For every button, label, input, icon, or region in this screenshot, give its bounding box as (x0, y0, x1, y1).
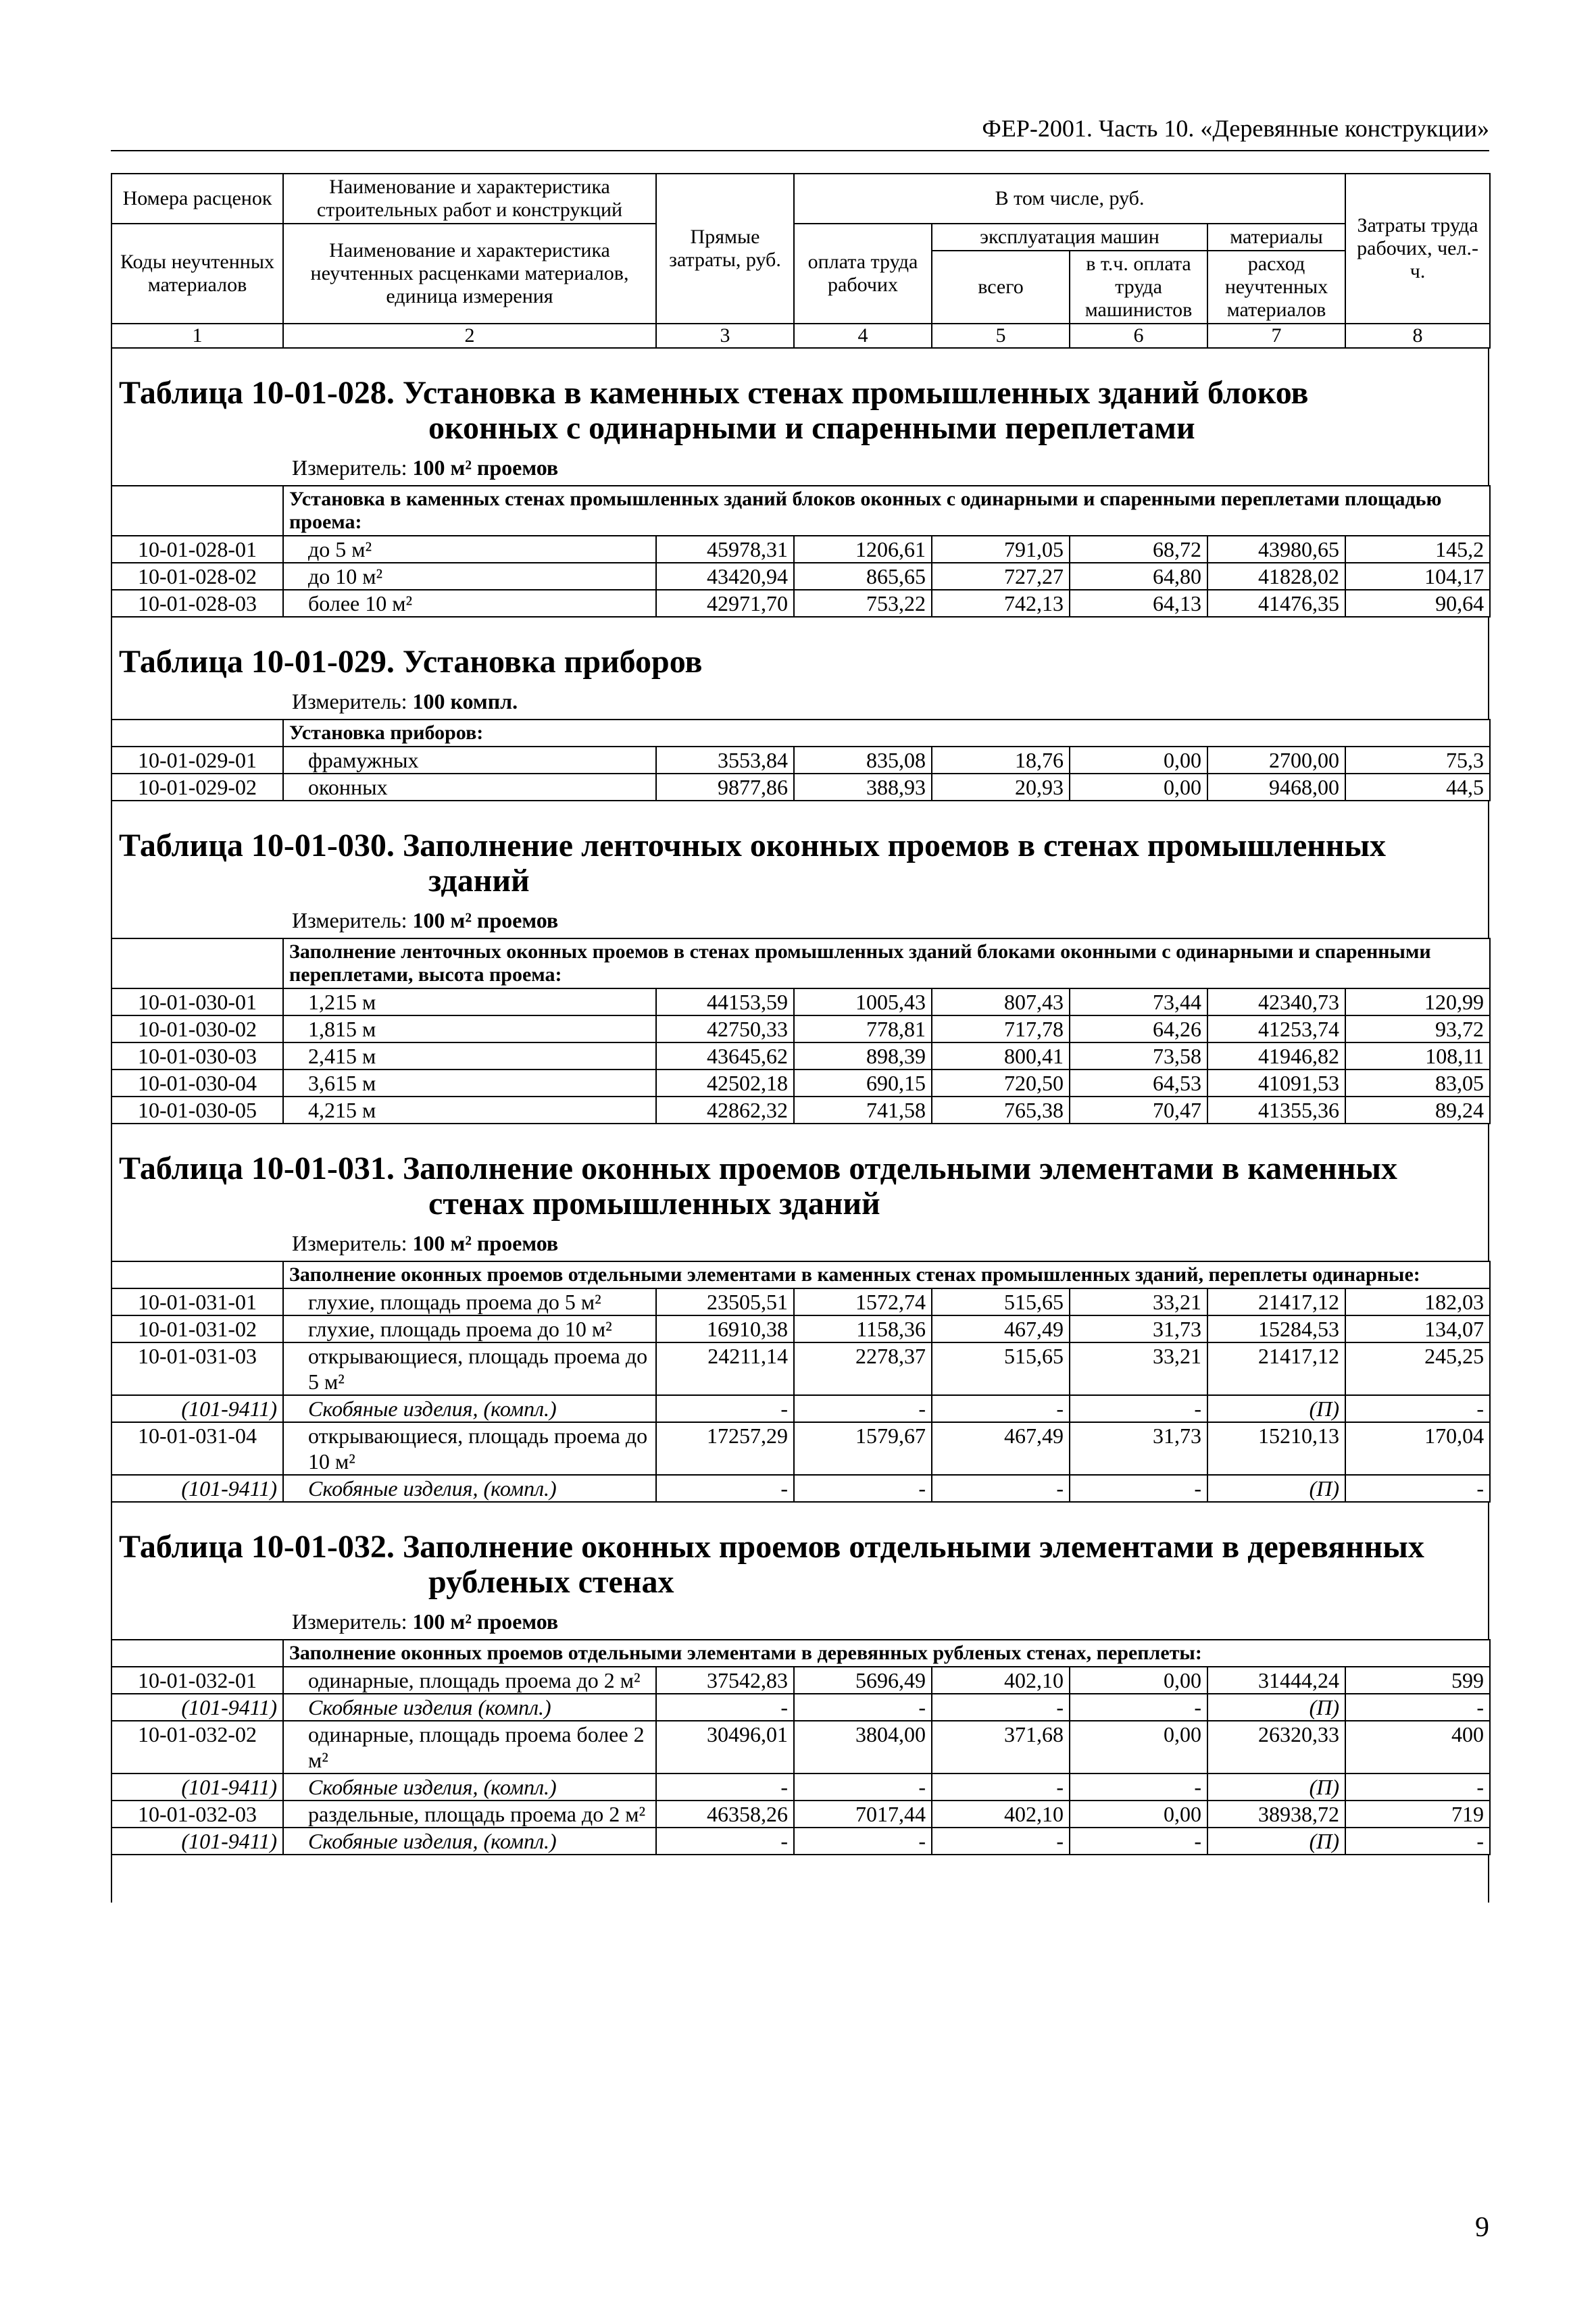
table-row (111, 1097, 1490, 1124)
machines-total: 402,10 (932, 1667, 1070, 1694)
operators-pay: 64,26 (1070, 1015, 1207, 1042)
materials-cost: 15210,13 (1207, 1422, 1345, 1475)
material-row (111, 1395, 1490, 1422)
workers-pay: - (794, 1395, 932, 1422)
work-name: до 5 м² (283, 536, 656, 563)
direct-costs: 3553,84 (656, 747, 794, 774)
section-title-line1: Таблица 10-01-031. Заполнение оконных проемов отдельными элементами в каменных (119, 1151, 1397, 1186)
work-name: до 10 м² (283, 563, 656, 590)
header-col3: Прямые затраты, руб. (656, 174, 794, 324)
header-col2-bottom: Наименование и характеристика неучтенных расценками материалов, единица измерения (283, 224, 656, 324)
materials-cost: (П) (1207, 1395, 1345, 1422)
meter-value: 100 м² проемов (412, 1231, 559, 1255)
machines-total: 402,10 (932, 1801, 1070, 1828)
table-section (111, 1503, 1489, 1639)
table-row (111, 1288, 1490, 1315)
section-subheader: Установка приборов: (283, 720, 1490, 747)
materials-cost: 41355,36 (1207, 1097, 1345, 1124)
table-row (111, 1422, 1490, 1475)
section-meter (112, 446, 1488, 485)
labor-hours: 134,07 (1345, 1315, 1490, 1342)
operators-pay: 33,21 (1070, 1288, 1207, 1315)
materials-cost: (П) (1207, 1774, 1345, 1801)
meter-label: Измеритель: (292, 1231, 407, 1255)
material-row (111, 1694, 1490, 1721)
operators-pay: 0,00 (1070, 747, 1207, 774)
work-name: Скобяные изделия, (компл.) (283, 1395, 656, 1422)
subheader-blank (111, 938, 283, 988)
machines-total: - (932, 1395, 1070, 1422)
workers-pay: 7017,44 (794, 1801, 932, 1828)
section-title-line2: зданий (428, 863, 530, 899)
table-row (111, 1342, 1490, 1395)
header-including: В том числе, руб. (794, 174, 1345, 224)
work-name: 1,215 м (283, 988, 656, 1015)
labor-hours: 120,99 (1345, 988, 1490, 1015)
header-materials: материалы (1207, 224, 1345, 251)
column-number: 3 (656, 324, 794, 348)
labor-hours: - (1345, 1828, 1490, 1855)
materials-cost: 41476,35 (1207, 590, 1345, 617)
rate-code: (101-9411) (111, 1828, 283, 1855)
column-number: 6 (1070, 324, 1207, 348)
work-name: Скобяные изделия, (компл.) (283, 1475, 656, 1502)
materials-cost: 21417,12 (1207, 1342, 1345, 1395)
section-subheader-row (111, 720, 1490, 747)
section-subheader-row (111, 1640, 1490, 1667)
header-machines: эксплуатация машин (932, 224, 1207, 251)
labor-hours: 400 (1345, 1721, 1490, 1774)
column-number: 8 (1345, 324, 1490, 348)
section-title-line2: стенах промышленных зданий (428, 1186, 880, 1222)
rate-code: 10-01-030-01 (111, 988, 283, 1015)
direct-costs: 42862,32 (656, 1097, 794, 1124)
section-meter (112, 680, 1488, 719)
meter-value: 100 м² проемов (412, 1609, 559, 1634)
machines-total: 515,65 (932, 1342, 1070, 1395)
operators-pay: 68,72 (1070, 536, 1207, 563)
rate-code: 10-01-032-02 (111, 1721, 283, 1774)
labor-hours: 75,3 (1345, 747, 1490, 774)
labor-hours: 145,2 (1345, 536, 1490, 563)
work-name: 4,215 м (283, 1097, 656, 1124)
direct-costs: 37542,83 (656, 1667, 794, 1694)
machines-total: 515,65 (932, 1288, 1070, 1315)
table-section (111, 801, 1489, 938)
rate-code: 10-01-030-05 (111, 1097, 283, 1124)
section-subheader-row (111, 1261, 1490, 1288)
direct-costs: 43420,94 (656, 563, 794, 590)
work-name: одинарные, площадь проема более 2 м² (283, 1721, 656, 1774)
workers-pay: 1572,74 (794, 1288, 932, 1315)
subheader-blank (111, 1261, 283, 1288)
rate-code: 10-01-028-02 (111, 563, 283, 590)
workers-pay: 1005,43 (794, 988, 932, 1015)
machines-total: 371,68 (932, 1721, 1070, 1774)
materials-cost: 41946,82 (1207, 1042, 1345, 1070)
operators-pay: - (1070, 1475, 1207, 1502)
work-name: 2,415 м (283, 1042, 656, 1070)
operators-pay: 0,00 (1070, 774, 1207, 801)
rate-code: 10-01-028-01 (111, 536, 283, 563)
operators-pay: 73,44 (1070, 988, 1207, 1015)
section-meter (112, 899, 1488, 938)
meter-label: Измеритель: (292, 908, 407, 932)
table-row (111, 536, 1490, 563)
column-number: 5 (932, 324, 1070, 348)
materials-cost: 21417,12 (1207, 1288, 1345, 1315)
labor-hours: 182,03 (1345, 1288, 1490, 1315)
operators-pay: 0,00 (1070, 1667, 1207, 1694)
work-name: более 10 м² (283, 590, 656, 617)
rate-code: 10-01-029-01 (111, 747, 283, 774)
machines-total: 467,49 (932, 1422, 1070, 1475)
machines-total: 18,76 (932, 747, 1070, 774)
operators-pay: 0,00 (1070, 1721, 1207, 1774)
machines-total: 20,93 (932, 774, 1070, 801)
material-row (111, 1828, 1490, 1855)
operators-pay: 33,21 (1070, 1342, 1207, 1395)
work-name: 1,815 м (283, 1015, 656, 1042)
section-meter (112, 1600, 1488, 1639)
workers-pay: 865,65 (794, 563, 932, 590)
work-name: Скобяные изделия (компл.) (283, 1694, 656, 1721)
work-name: одинарные, площадь проема до 2 м² (283, 1667, 656, 1694)
document-body (111, 173, 1489, 1903)
rate-code: 10-01-031-02 (111, 1315, 283, 1342)
labor-hours: - (1345, 1475, 1490, 1502)
rate-code: 10-01-031-03 (111, 1342, 283, 1395)
labor-hours: - (1345, 1694, 1490, 1721)
section-title-line1: Таблица 10-01-029. Установка приборов (119, 644, 703, 680)
machines-total: 765,38 (932, 1097, 1070, 1124)
labor-hours: 108,11 (1345, 1042, 1490, 1070)
material-row (111, 1475, 1490, 1502)
work-name: открывающиеся, площадь проема до 10 м² (283, 1422, 656, 1475)
section-table (111, 485, 1491, 618)
section-table (111, 719, 1491, 801)
workers-pay: - (794, 1694, 932, 1721)
table-row (111, 563, 1490, 590)
rate-code: 10-01-030-02 (111, 1015, 283, 1042)
materials-cost: 42340,73 (1207, 988, 1345, 1015)
column-number: 1 (111, 324, 283, 348)
section-title-line1: Таблица 10-01-032. Заполнение оконных проемов отдельными элементами в деревянных (119, 1529, 1424, 1565)
section-table (111, 1261, 1491, 1503)
rate-code: (101-9411) (111, 1475, 283, 1502)
direct-costs: 42971,70 (656, 590, 794, 617)
materials-cost: (П) (1207, 1694, 1345, 1721)
subheader-blank (111, 720, 283, 747)
workers-pay: 5696,49 (794, 1667, 932, 1694)
workers-pay: - (794, 1774, 932, 1801)
work-name: Скобяные изделия, (компл.) (283, 1774, 656, 1801)
machines-total: 791,05 (932, 536, 1070, 563)
subheader-blank (111, 486, 283, 536)
labor-hours: 599 (1345, 1667, 1490, 1694)
operators-pay: 31,73 (1070, 1422, 1207, 1475)
section-subheader: Заполнение оконных проемов отдельными элементами в деревянных рубленых стенах, переплеты: (283, 1640, 1490, 1667)
meter-value: 100 компл. (412, 689, 518, 713)
subheader-blank (111, 1640, 283, 1667)
workers-pay: 388,93 (794, 774, 932, 801)
header-col7: расход неучтенных материалов (1207, 251, 1345, 324)
labor-hours: 89,24 (1345, 1097, 1490, 1124)
workers-pay: - (794, 1828, 932, 1855)
machines-total: 727,27 (932, 563, 1070, 590)
section-title-line1: Таблица 10-01-028. Установка в каменных стенах промышленных зданий блоков (119, 375, 1309, 411)
operators-pay: 64,13 (1070, 590, 1207, 617)
direct-costs: - (656, 1774, 794, 1801)
machines-total: 742,13 (932, 590, 1070, 617)
sections-container (111, 349, 1489, 1903)
direct-costs: 24211,14 (656, 1342, 794, 1395)
rate-code: (101-9411) (111, 1774, 283, 1801)
labor-hours: 93,72 (1345, 1015, 1490, 1042)
operators-pay: - (1070, 1774, 1207, 1801)
labor-hours: 90,64 (1345, 590, 1490, 617)
machines-total: 720,50 (932, 1070, 1070, 1097)
rate-code: 10-01-032-01 (111, 1667, 283, 1694)
workers-pay: 3804,00 (794, 1721, 932, 1774)
rate-code: 10-01-028-03 (111, 590, 283, 617)
column-number: 4 (794, 324, 932, 348)
workers-pay: 753,22 (794, 590, 932, 617)
column-number: 7 (1207, 324, 1345, 348)
workers-pay: 1579,67 (794, 1422, 932, 1475)
machines-total: - (932, 1694, 1070, 1721)
workers-pay: 778,81 (794, 1015, 932, 1042)
work-name: Скобяные изделия, (компл.) (283, 1828, 656, 1855)
direct-costs: 44153,59 (656, 988, 794, 1015)
rate-code: (101-9411) (111, 1694, 283, 1721)
work-name: оконных (283, 774, 656, 801)
labor-hours: 170,04 (1345, 1422, 1490, 1475)
section-subheader: Установка в каменных стенах промышленных зданий блоков оконных с одинарными и спаренными переплетами площадью проема: (283, 486, 1490, 536)
operators-pay: 31,73 (1070, 1315, 1207, 1342)
table-row (111, 1042, 1490, 1070)
operators-pay: - (1070, 1828, 1207, 1855)
direct-costs: 16910,38 (656, 1315, 794, 1342)
meter-label: Измеритель: (292, 1609, 407, 1634)
materials-cost: 43980,65 (1207, 536, 1345, 563)
section-meter (112, 1222, 1488, 1261)
rate-code: 10-01-030-03 (111, 1042, 283, 1070)
section-title (112, 349, 1488, 446)
operators-pay: 64,53 (1070, 1070, 1207, 1097)
section-subheader-row (111, 938, 1490, 988)
table-row (111, 1667, 1490, 1694)
workers-pay: 898,39 (794, 1042, 932, 1070)
section-subheader: Заполнение ленточных оконных проемов в стенах промышленных зданий блоками оконными с одинарными и спаренными переплетами, высота проема: (283, 938, 1490, 988)
rate-code: (101-9411) (111, 1395, 283, 1422)
operators-pay: 64,80 (1070, 563, 1207, 590)
bottom-spacer (111, 1855, 1489, 1903)
section-title (112, 1503, 1488, 1600)
section-table (111, 1639, 1491, 1855)
header-col8: Затраты труда рабочих, чел.-ч. (1345, 174, 1490, 324)
labor-hours: - (1345, 1774, 1490, 1801)
column-number: 2 (283, 324, 656, 348)
table-row (111, 747, 1490, 774)
direct-costs: - (656, 1694, 794, 1721)
direct-costs: 23505,51 (656, 1288, 794, 1315)
work-name: раздельные, площадь проема до 2 м² (283, 1801, 656, 1828)
direct-costs: 43645,62 (656, 1042, 794, 1070)
operators-pay: - (1070, 1694, 1207, 1721)
labor-hours: 245,25 (1345, 1342, 1490, 1395)
header-col2-top: Наименование и характеристика строительных работ и конструкций (283, 174, 656, 224)
section-title (112, 801, 1488, 899)
machines-total: 807,43 (932, 988, 1070, 1015)
table-row (111, 590, 1490, 617)
table-row (111, 1315, 1490, 1342)
direct-costs: 42502,18 (656, 1070, 794, 1097)
direct-costs: - (656, 1828, 794, 1855)
header-col1-bottom: Коды неучтенных материалов (111, 224, 283, 324)
column-number-row (111, 324, 1490, 348)
section-title-line2: оконных с одинарными и спаренными переплетами (428, 410, 1195, 446)
rate-code: 10-01-030-04 (111, 1070, 283, 1097)
work-name: 3,615 м (283, 1070, 656, 1097)
direct-costs: 46358,26 (656, 1801, 794, 1828)
table-section (111, 618, 1489, 719)
section-title-line1: Таблица 10-01-030. Заполнение ленточных оконных проемов в стенах промышленных (119, 828, 1387, 863)
meter-value: 100 м² проемов (412, 455, 559, 480)
table-row (111, 988, 1490, 1015)
materials-cost: 9468,00 (1207, 774, 1345, 801)
meter-label: Измеритель: (292, 455, 407, 480)
labor-hours: 44,5 (1345, 774, 1490, 801)
rate-code: 10-01-031-01 (111, 1288, 283, 1315)
direct-costs: 9877,86 (656, 774, 794, 801)
machines-total: - (932, 1774, 1070, 1801)
work-name: глухие, площадь проема до 5 м² (283, 1288, 656, 1315)
section-table (111, 938, 1491, 1124)
materials-cost: 15284,53 (1207, 1315, 1345, 1342)
labor-hours: 83,05 (1345, 1070, 1490, 1097)
work-name: глухие, площадь проема до 10 м² (283, 1315, 656, 1342)
workers-pay: 741,58 (794, 1097, 932, 1124)
workers-pay: 1158,36 (794, 1315, 932, 1342)
header-rule (111, 150, 1489, 151)
materials-cost: 2700,00 (1207, 747, 1345, 774)
page-number: 9 (1475, 2212, 1489, 2243)
table-row (111, 1721, 1490, 1774)
materials-cost: 41091,53 (1207, 1070, 1345, 1097)
machines-total: 717,78 (932, 1015, 1070, 1042)
machines-total: 800,41 (932, 1042, 1070, 1070)
section-subheader: Заполнение оконных проемов отдельными элементами в каменных стенах промышленных зданий, переплеты одинарные: (283, 1261, 1490, 1288)
operators-pay: 0,00 (1070, 1801, 1207, 1828)
direct-costs: - (656, 1395, 794, 1422)
table-section (111, 349, 1489, 485)
direct-costs: 42750,33 (656, 1015, 794, 1042)
workers-pay: 835,08 (794, 747, 932, 774)
machines-total: - (932, 1475, 1070, 1502)
page-header: ФЕР-2001. Часть 10. «Деревянные конструкции» (982, 115, 1489, 142)
meter-label: Измеритель: (292, 689, 407, 713)
materials-cost: (П) (1207, 1828, 1345, 1855)
operators-pay: 73,58 (1070, 1042, 1207, 1070)
materials-cost: (П) (1207, 1475, 1345, 1502)
labor-hours: 719 (1345, 1801, 1490, 1828)
table-row (111, 774, 1490, 801)
header-col1-top: Номера расценок (111, 174, 283, 224)
meter-value: 100 м² проемов (412, 908, 559, 932)
table-row (111, 1801, 1490, 1828)
rate-code: 10-01-029-02 (111, 774, 283, 801)
rate-code: 10-01-031-04 (111, 1422, 283, 1475)
direct-costs: 30496,01 (656, 1721, 794, 1774)
labor-hours: 104,17 (1345, 563, 1490, 590)
section-subheader-row (111, 486, 1490, 536)
direct-costs: 45978,31 (656, 536, 794, 563)
work-name: открывающиеся, площадь проема до 5 м² (283, 1342, 656, 1395)
section-title (112, 1124, 1488, 1222)
labor-hours: - (1345, 1395, 1490, 1422)
machines-total: - (932, 1828, 1070, 1855)
workers-pay: 1206,61 (794, 536, 932, 563)
materials-cost: 31444,24 (1207, 1667, 1345, 1694)
header-col6: в т.ч. оплата труда машинистов (1070, 251, 1207, 324)
work-name: фрамужных (283, 747, 656, 774)
workers-pay: - (794, 1475, 932, 1502)
material-row (111, 1774, 1490, 1801)
materials-cost: 41828,02 (1207, 563, 1345, 590)
operators-pay: 70,47 (1070, 1097, 1207, 1124)
materials-cost: 26320,33 (1207, 1721, 1345, 1774)
header-col5: всего (932, 251, 1070, 324)
table-row (111, 1015, 1490, 1042)
workers-pay: 690,15 (794, 1070, 932, 1097)
header-col4: оплата труда рабочих (794, 224, 932, 324)
table-row (111, 1070, 1490, 1097)
materials-cost: 38938,72 (1207, 1801, 1345, 1828)
materials-cost: 41253,74 (1207, 1015, 1345, 1042)
direct-costs: - (656, 1475, 794, 1502)
section-title (112, 618, 1488, 680)
section-title-line2: рубленых стенах (428, 1564, 674, 1600)
direct-costs: 17257,29 (656, 1422, 794, 1475)
workers-pay: 2278,37 (794, 1342, 932, 1395)
column-header-table (111, 173, 1491, 349)
operators-pay: - (1070, 1395, 1207, 1422)
machines-total: 467,49 (932, 1315, 1070, 1342)
rate-code: 10-01-032-03 (111, 1801, 283, 1828)
table-section (111, 1124, 1489, 1261)
